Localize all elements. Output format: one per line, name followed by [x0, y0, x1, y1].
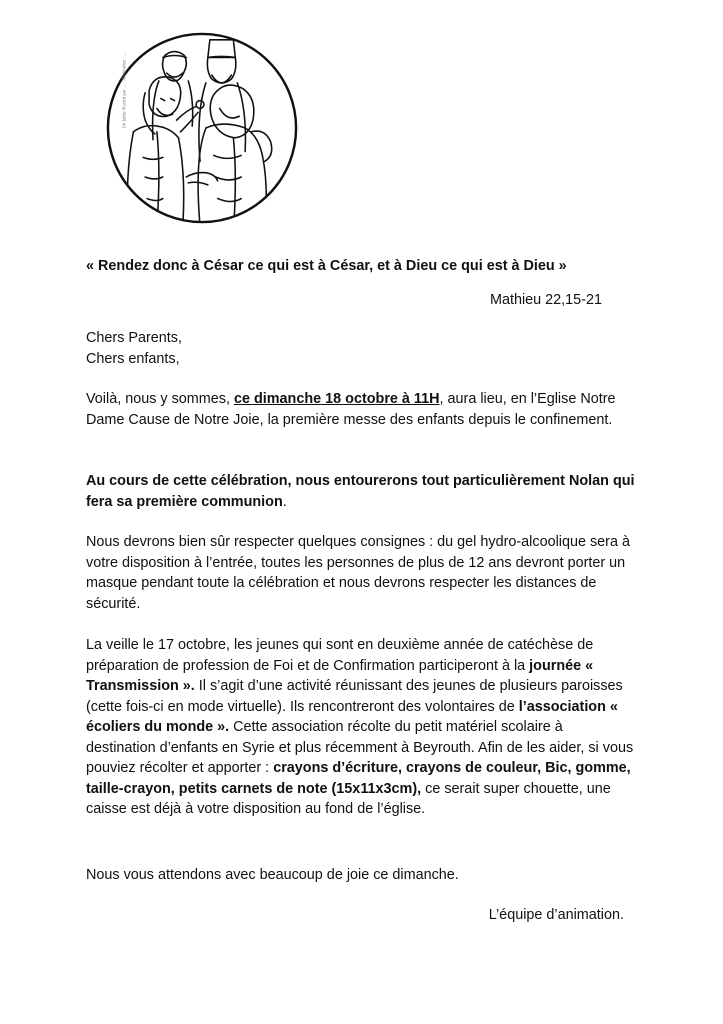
association-name: l’association « écoliers du monde ».	[86, 698, 618, 735]
p4-text-2: Il s’agit d’une activité réunissant des jeunes de plusieurs paroisses (cette fois-ci en mode virtuelle). Ils rencontreront des volontaires de	[86, 678, 623, 715]
greeting-parents: Chers Parents,	[86, 330, 182, 346]
greeting	[86, 328, 636, 369]
p4-text-4: ce serait super chouette, une caisse est déjà à votre disposition au fond de l’église.	[86, 780, 611, 817]
signature: L’équipe d’animation.	[488, 907, 624, 923]
paragraph-health-rules: Nous devrons bien sûr respecter quelques consignes : du gel hydro-alcoolique sera à votre disposition à l’entrée, toutes les personnes de plus de 12 ans devront porter un masque pendant toute la célébration et nous devrons respecter les distances de sécurité.	[86, 534, 630, 612]
illustration-credit: Un texte illustré par ... · Illustration : ...	[121, 52, 127, 128]
paragraph-transmission-day	[86, 635, 636, 820]
p1-details: , aura lieu, en l’Eglise Notre Dame Cause de Notre Joie, la première messe des enfants depuis le confinement.	[86, 391, 616, 428]
p4-text-3: Cette association récolte du petit matériel scolaire à destination d’enfants en Syrie et plus récemment à Beyrouth. Afin de les aider, si vous pouviez récolter et apporter :	[86, 719, 634, 776]
p4-text-1: La veille le 17 octobre, les jeunes qui sont en deuxième année de catéchèse de préparation de profession de Foi et de Confirmation participeront à la	[86, 637, 594, 674]
transmission-day-label: journée « Transmission ».	[86, 657, 594, 694]
closing-line: Nous vous attendons avec beaucoup de joie ce dimanche.	[86, 867, 459, 883]
p2-period: .	[282, 493, 287, 510]
gospel-quote: « Rendez donc à César ce qui est à César, et à Dieu ce qui est à Dieu »	[86, 258, 567, 274]
mass-date: ce dimanche 18 octobre à 11H	[233, 391, 440, 407]
greeting-children: Chers enfants,	[86, 350, 180, 367]
gospel-reference: Mathieu 22,15-21	[489, 292, 602, 308]
paragraph-mass-announcement	[86, 389, 636, 430]
p1-intro: Voilà, nous y sommes,	[86, 391, 234, 407]
jesus-caesar-coin-illustration	[104, 30, 300, 226]
p2-bold-text: Au cours de cette célébration, nous entourerons tout particulièrement Nolan qui fera sa première communion	[86, 473, 635, 510]
supplies-list: crayons d’écriture, crayons de couleur, Bic, gomme, taille-crayon, petits carnets de note (15x11x3cm),	[86, 760, 631, 797]
paragraph-first-communion	[86, 471, 636, 512]
